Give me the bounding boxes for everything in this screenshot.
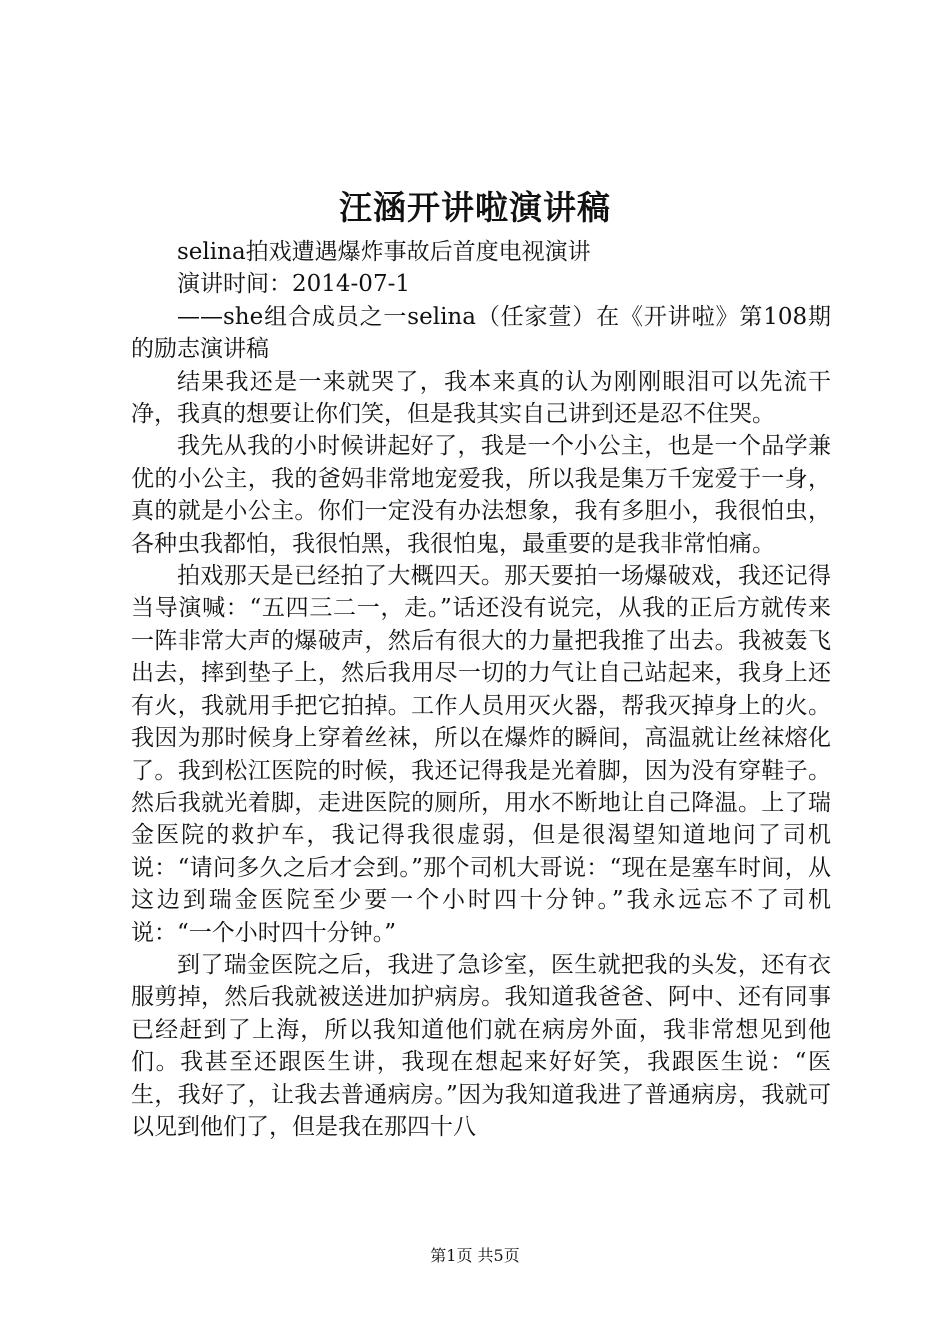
subtitle-line: selina拍戏遭遇爆炸事故后首度电视演讲 [177,239,591,265]
document-body [131,236,831,1143]
paragraph: 我先从我的小时候讲起好了，我是一个小公主，也是一个品学兼优的小公主，我的爸妈非常地宠爱我，所以我是集万千宠爱于一身，真的就是小公主。你们一定没有办法想象，我有多胆小，我很怕虫，各种虫我都怕，我很怕黑，我很怕鬼，最重要的是我非常怕痛。 [131,433,831,557]
paragraph: 到了瑞金医院之后，我进了急诊室，医生就把我的头发，还有衣服剪掉，然后我就被送进加护病房。我知道我爸爸、阿中、还有同事已经赶到了上海，所以我知道他们就在病房外面，我非常想见到他们。我甚至还跟医生讲，我现在想起来好好笑，我跟医生说：“医生，我好了，让我去普通病房。”因为我知道我进了普通病房，我就可以见到他们了，但是我在那四十八 [131,951,831,1140]
page-footer: 第1页 共5页 [430,1246,520,1265]
speech-time-line: 演讲时间：2014-07-1 [177,271,410,298]
document-title: 汪涵开讲啦演讲稿 [339,188,611,227]
intro-line: ——she组合成员之一selina（任家萱）在《开讲啦》第108期的励志演讲稿 [131,303,831,363]
paragraph: 拍戏那天是已经拍了大概四天。那天要拍一场爆破戏，我还记得当导演喊：“五四三二一，走。”话还没有说完，从我的正后方就传来一阵非常大声的爆破声，然后有很大的力量把我推了出去。我被轰飞出去，摔到垫子上，然后我用尽一切的力气让自己站起来，我身上还有火，我就用手把它拍掉。工作人员用灭火器，帮我灭掉身上的火。我因为那时候身上穿着丝袜，所以在爆炸的瞬间，高温就让丝袜熔化了。我到松江医院的时候，我还记得我是光着脚，因为没有穿鞋子。然后我就光着脚，走进医院的厕所，用水不断地让自己降温。上了瑞金医院的救护车，我记得我很虚弱，但是很渴望知道地问了司机说：“请问多久之后才会到。”那个司机大哥说：“现在是塞车时间，从这边到瑞金医院至少要一个小时四十分钟。”我永远忘不了司机说：“一个小时四十分钟。” [131,563,831,946]
paragraph: 结果我还是一来就哭了，我本来真的认为刚刚眼泪可以先流干净，我真的想要让你们笑，但是我其实自己讲到还是忍不住哭。 [131,368,831,428]
